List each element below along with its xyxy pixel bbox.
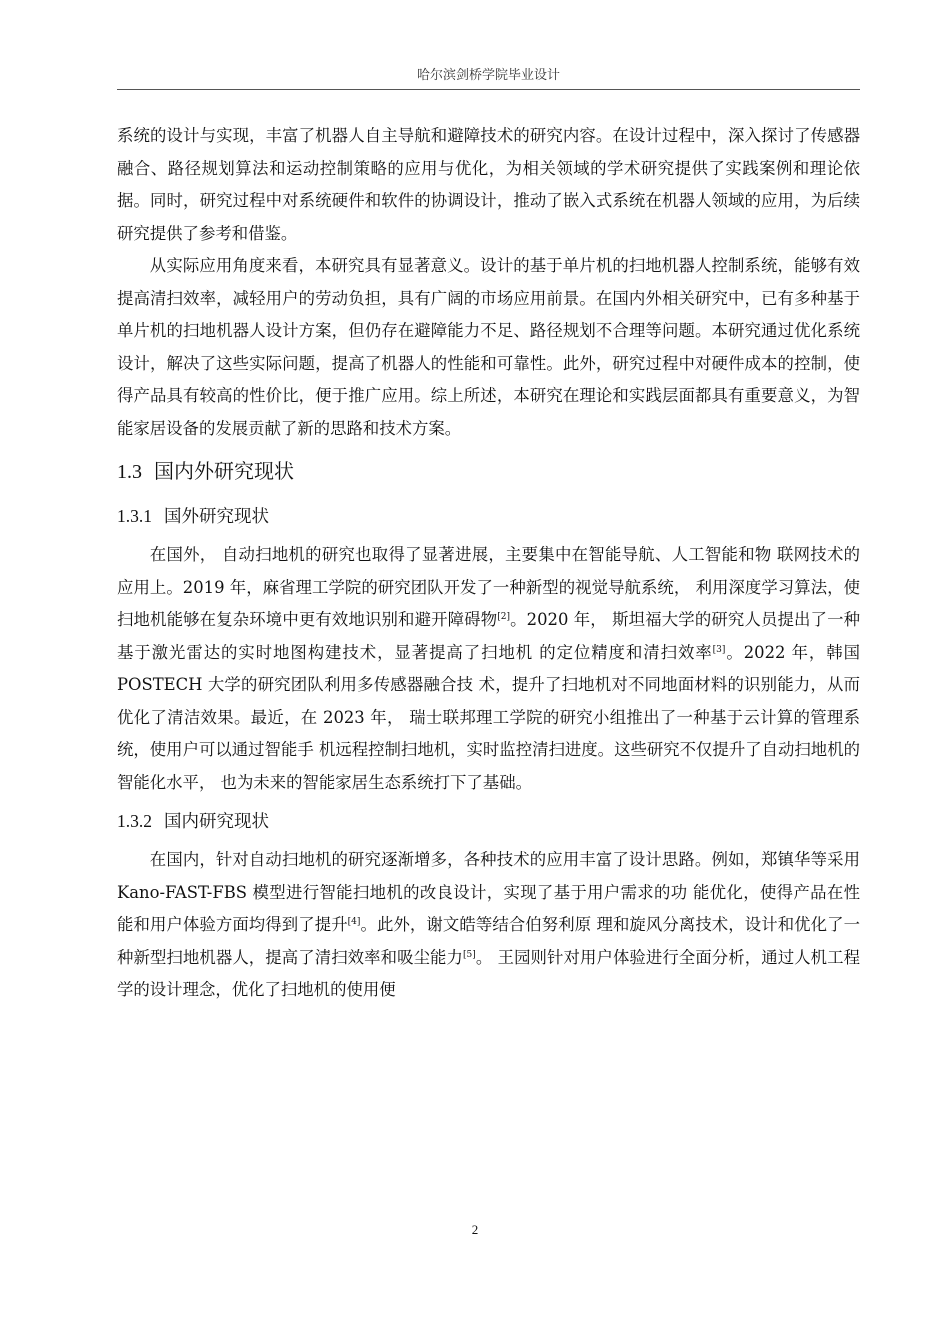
subsection-heading-1-3-1 (117, 496, 860, 537)
citation-ref: [4] (347, 917, 361, 927)
citation-ref: [2] (497, 612, 510, 622)
page-header: 哈尔滨剑桥学院毕业设计 (416, 68, 560, 83)
citation-ref: [5] (463, 949, 476, 960)
section-number: 1.3 (117, 461, 142, 483)
text-segment: 。2022 年，韩国 POSTECH 大学的研究团队利用多传感器融合技 术，提升了扫地机对不同地面材料的识别能力，从而优化了清洁效果。最近，在 2023 年， 瑞士联邦理工学院的研究小组推出了一种基于云计算的管理系统，使用户可以通过智能手 机远程控制扫地机，实时监控清扫进度。这些研究不仅提升了自动扫地机的智能化水平， 也为未来的智能家居生态系统打下了基础。 (117, 642, 860, 792)
paragraph-research-significance-practice: 从实际应用角度来看，本研究具有显著意义。设计的基于单片机的扫地机器人控制系统，能够有效提高清扫效率，减轻用户的劳动负担，具有广阔的市场应用前景。在国内外相关研究中，已有多种基于单片机的扫地机器人设计方案，但仍存在避障能力不足、路径规划不合理等问题。本研究通过优化系统设计，解决了这些实际问题，提高了机器人的性能和可靠性。此外，研究过程中对硬件成本的控制，使得产品具有较高的性价比，便于推广应用。综上所述，本研究在理论和实践层面都具有重要意义，为智能家居设备的发展贡献了新的思路和技术方案。 (117, 256, 860, 438)
text-segment: 。2020 年， 斯坦福大学的研究人员提出了一种基于激光雷达的实时地图构建技术，显著提高了扫地机 的定位精度和清扫效率 (117, 610, 860, 662)
paragraph-domestic-research (117, 844, 860, 1007)
subsection-number: 1.3.2 (117, 811, 152, 831)
section-title: 国内外研究现状 (154, 459, 294, 483)
text-segment: 。 王园则针对用户体验进行全面分析，通过人机工程学的设计理念，优化了扫地机的使用便 (117, 947, 860, 999)
page-number: 2 (471, 1222, 479, 1237)
paragraph-foreign-research (117, 539, 860, 799)
document-body (117, 120, 860, 1007)
subsection-title: 国内研究现状 (164, 812, 269, 832)
subsection-number: 1.3.1 (117, 506, 152, 526)
subsection-title: 国外研究现状 (164, 507, 269, 527)
paragraph-research-significance-theory: 系统的设计与实现，丰富了机器人自主导航和避障技术的研究内容。在设计过程中，深入探讨了传感器融合、路径规划算法和运动控制策略的应用与优化，为相关领域的学术研究提供了实践案例和理论依据。同时，研究过程中对系统硬件和软件的协调设计，推动了嵌入式系统在机器人领域的应用，为后续研究提供了参考和借鉴。 (117, 126, 860, 243)
section-heading-1-3 (117, 451, 860, 492)
header-divider (117, 89, 860, 90)
text-segment: 。此外，谢文皓等结合伯努利原 理和旋风分离技术，设计和优化了一种新型扫地机器人，提高了清扫效率和吸尘能力 (117, 915, 860, 967)
citation-ref: [3] (712, 644, 726, 655)
text-segment: 在国外， 自动扫地机的研究也取得了显著进展，主要集中在智能导航、人工智能和物 联网技术的应用上。2019 年，麻省理工学院的研究团队开发了一种新型的视觉导航系统， 利用深度学习算法，使扫地机能够在复杂环境中更有效地识别和避开障碍物 (117, 545, 860, 629)
text-segment: 在国内，针对自动扫地机的研究逐渐增多，各种技术的应用丰富了设计思路。例如，郑镇华等采用 Kano-FAST-FBS 模型进行智能扫地机的改良设计，实现了基于用户需求的功 能优化，使得产品在性能和用户体验方面均得到了提升 (117, 850, 860, 934)
subsection-heading-1-3-2 (117, 801, 860, 842)
